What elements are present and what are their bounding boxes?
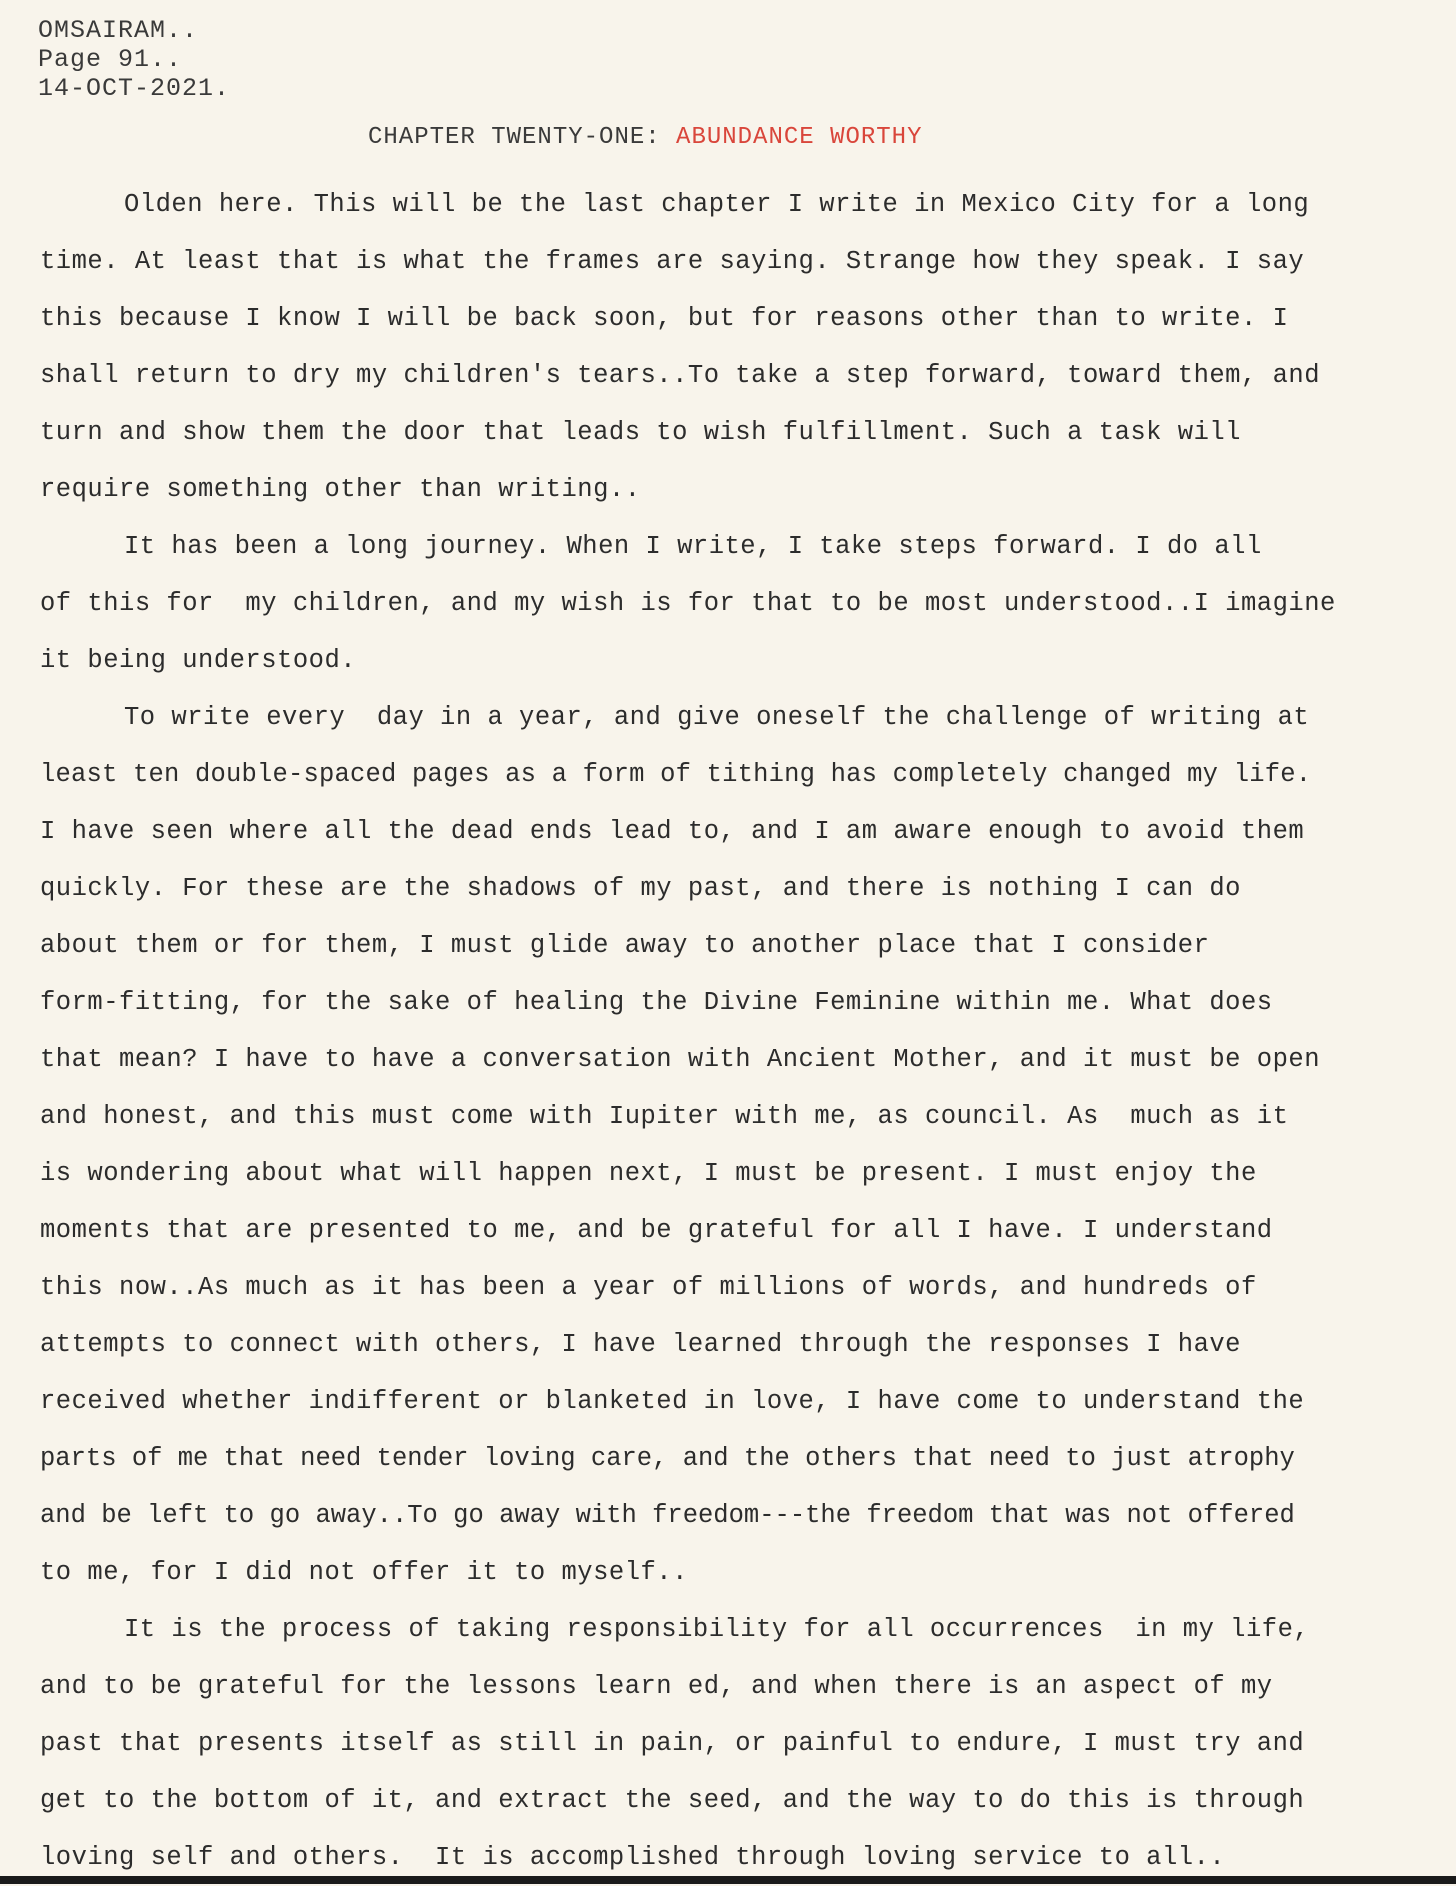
- body-line: shall return to dry my children's tears..To take a step forward, toward them, and: [40, 361, 1321, 390]
- body-line: this because I know I will be back soon, but for reasons other than to write. I: [40, 304, 1289, 333]
- body-line: this now..As much as it has been a year of millions of words, and hundreds of: [40, 1273, 1257, 1302]
- body-line: require something other than writing..: [40, 475, 641, 504]
- body-line: get to the bottom of it, and extract the seed, and the way to do this is through: [40, 1786, 1305, 1815]
- body-line: is wondering about what will happen next, I must be present. I must enjoy the: [40, 1159, 1257, 1188]
- body-line: and be left to go away..To go away with freedom---the freedom that was not offered: [40, 1501, 1295, 1530]
- body-text: [40, 176, 1440, 1886]
- body-line: parts of me that need tender loving care, and the others that need to just atrophy: [40, 1444, 1295, 1473]
- body-line: past that presents itself as still in pain, or painful to endure, I must try and: [40, 1729, 1305, 1758]
- page-header: [38, 16, 230, 103]
- body-line: time. At least that is what the frames are saying. Strange how they speak. I say: [40, 247, 1305, 276]
- body-line: turn and show them the door that leads to wish fulfillment. Such a task will: [40, 418, 1241, 447]
- chapter-title-prefix: CHAPTER TWENTY-ONE:: [368, 124, 677, 151]
- body-line: moments that are presented to me, and be grateful for all I have. I understand: [40, 1216, 1273, 1245]
- body-line: of this for my children, and my wish is for that to be most understood..I imagine: [40, 589, 1336, 618]
- body-line: it being understood.: [40, 646, 357, 675]
- body-line: and to be grateful for the lessons learn ed, and when there is an aspect of my: [40, 1672, 1273, 1701]
- body-line: I have seen where all the dead ends lead to, and I am aware enough to avoid them: [40, 817, 1305, 846]
- body-line: about them or for them, I must glide away to another place that I consider: [40, 931, 1210, 960]
- chapter-title-accent: ABUNDANCE WORTHY: [676, 124, 923, 151]
- body-line: attempts to connect with others, I have learned through the responses I have: [40, 1330, 1241, 1359]
- header-page-number: Page 91..: [38, 45, 183, 74]
- body-line: received whether indifferent or blanketed in love, I have come to understand the: [40, 1387, 1305, 1416]
- header-date: 14-OCT-2021.: [38, 74, 231, 103]
- chapter-title: [368, 124, 922, 151]
- body-line: It is the process of taking responsibility for all occurrences in my life,: [124, 1615, 1310, 1644]
- body-line: quickly. For these are the shadows of my past, and there is nothing I can do: [40, 874, 1241, 903]
- body-line: loving self and others. It is accomplished through loving service to all..: [40, 1843, 1226, 1872]
- body-line: It has been a long journey. When I write, I take steps forward. I do all: [124, 532, 1262, 561]
- body-line: to me, for I did not offer it to myself..: [40, 1558, 688, 1587]
- body-line: form-fitting, for the sake of healing the Divine Feminine within me. What does: [40, 988, 1273, 1017]
- body-line: least ten double-spaced pages as a form of tithing has completely changed my life.: [40, 760, 1312, 789]
- body-line: that mean? I have to have a conversation with Ancient Mother, and it must be open: [40, 1045, 1321, 1074]
- body-line: Olden here. This will be the last chapter I write in Mexico City for a long: [124, 190, 1310, 219]
- body-line: To write every day in a year, and give oneself the challenge of writing at: [124, 703, 1310, 732]
- bottom-edge-border: [0, 1876, 1456, 1884]
- body-line: and honest, and this must come with Iupiter with me, as council. As much as it: [40, 1102, 1289, 1131]
- header-salutation: OMSAIRAM..: [38, 16, 199, 45]
